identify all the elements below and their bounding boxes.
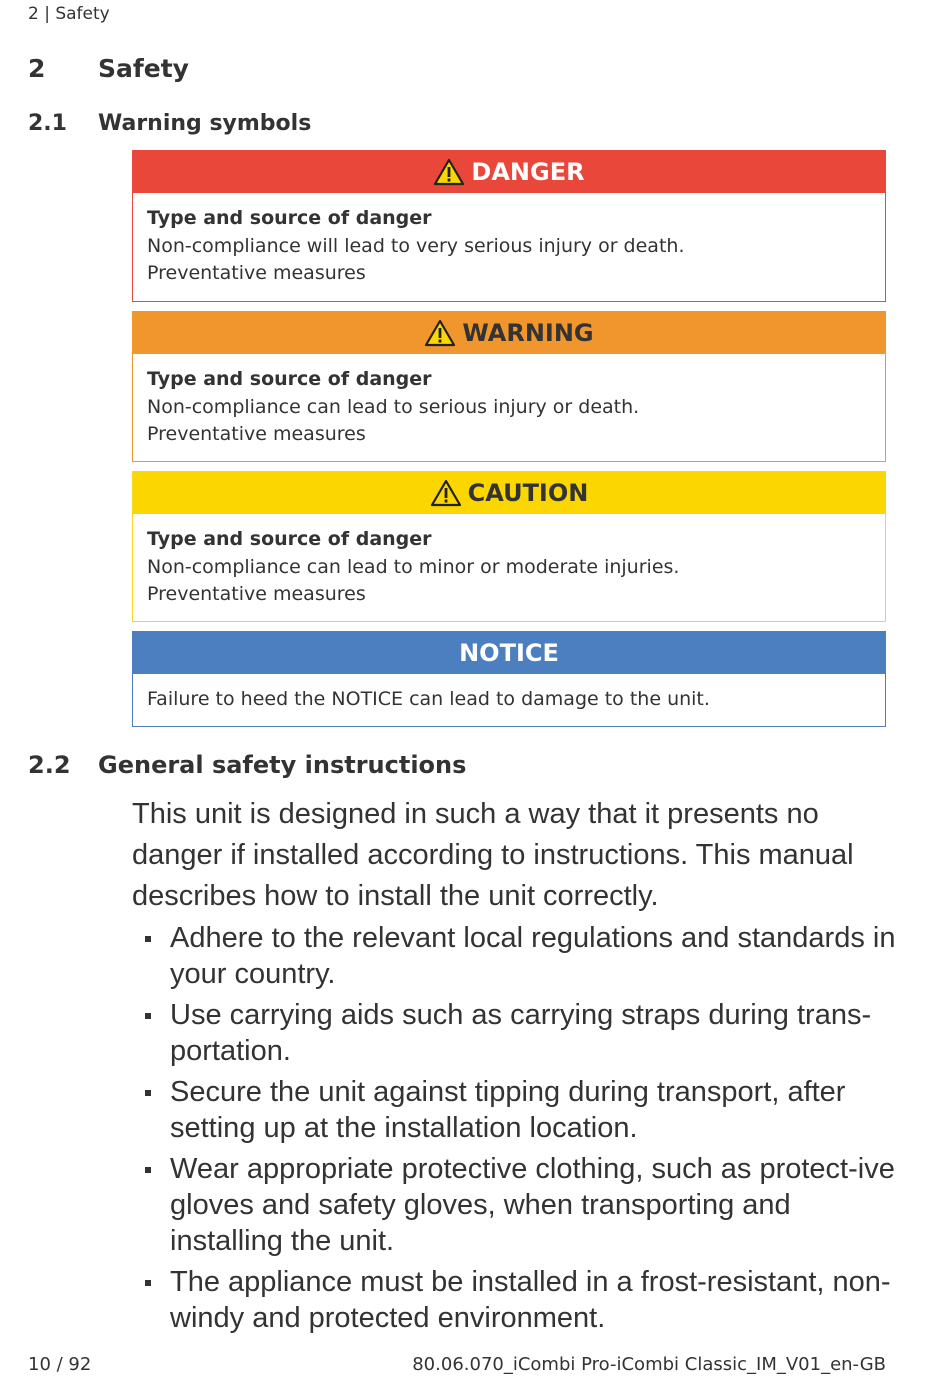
- notice-label: NOTICE: [459, 639, 559, 667]
- warning-triangle-icon: [430, 479, 462, 507]
- list-item: Secure the unit against tipping during transport, after setting up at the installation location.: [132, 1074, 902, 1146]
- notice-body: [133, 674, 885, 726]
- list-item: Adhere to the relevant local regulations and standards in your country.: [132, 920, 902, 992]
- caution-signal-bar: [133, 472, 885, 514]
- document-id: 80.06.070_iCombi Pro-iCombi Classic_IM_V01_en-GB: [412, 1354, 886, 1375]
- warning-line-1: Type and source of danger: [147, 368, 432, 390]
- warning-body: [133, 354, 885, 461]
- danger-line-1: Type and source of danger: [147, 207, 432, 229]
- danger-label: DANGER: [471, 158, 585, 186]
- notice-sign: [132, 631, 886, 727]
- section-title: Safety: [98, 54, 189, 83]
- section-number: 2: [28, 54, 46, 83]
- bullet-icon: [145, 936, 151, 942]
- danger-sign: [132, 150, 886, 302]
- subsection-heading-warning-symbols: [28, 111, 311, 136]
- bullet-icon: [145, 1167, 151, 1173]
- warning-line-3: Preventative measures: [147, 423, 366, 445]
- danger-line-2: Non-compliance will lead to very serious injury or death.: [147, 234, 685, 257]
- warning-triangle-icon: [424, 319, 456, 347]
- caution-line-2: Non-compliance can lead to minor or moderate injuries.: [147, 555, 680, 578]
- notice-line-1: Failure to heed the NOTICE can lead to damage to the unit.: [147, 688, 710, 710]
- running-header: 2 | Safety: [28, 4, 110, 24]
- section-heading: [28, 54, 189, 83]
- bullet-icon: [145, 1280, 151, 1286]
- danger-body: [133, 193, 885, 300]
- subsection-title: Warning symbols: [98, 111, 312, 136]
- caution-body: [133, 514, 885, 621]
- danger-line-3: Preventative measures: [147, 262, 366, 284]
- warning-triangle-icon: [433, 158, 465, 186]
- page-number: 10 / 92: [28, 1354, 92, 1375]
- intro-paragraph: This unit is designed in such a way that it presents no danger if installed according to instructions. This manual describes how to install the unit correctly.: [132, 798, 854, 912]
- subsection-number: 2.1: [28, 111, 67, 136]
- warning-label: WARNING: [462, 319, 594, 347]
- subsection-heading-general-safety: [28, 751, 466, 779]
- list-item: Wear appropriate protective clothing, such as protect-ive gloves and safety gloves, when transporting and installing the unit.: [132, 1151, 902, 1259]
- safety-instructions-list: [132, 920, 902, 1341]
- caution-sign: [132, 471, 886, 622]
- warning-signal-bar: [133, 312, 885, 354]
- caution-line-3: Preventative measures: [147, 583, 366, 605]
- warning-line-2: Non-compliance can lead to serious injury or death.: [147, 395, 640, 418]
- notice-signal-bar: [133, 632, 885, 674]
- list-item: The appliance must be installed in a frost-resistant, non-windy and protected environment.: [132, 1264, 902, 1336]
- danger-signal-bar: [133, 151, 885, 193]
- bullet-icon: [145, 1090, 151, 1096]
- list-item: Use carrying aids such as carrying straps during trans-portation.: [132, 997, 902, 1069]
- bullet-icon: [145, 1013, 151, 1019]
- subsection-number: 2.2: [28, 751, 71, 779]
- caution-label: CAUTION: [467, 479, 589, 507]
- caution-line-1: Type and source of danger: [147, 528, 432, 550]
- warning-sign: [132, 311, 886, 462]
- subsection-title: General safety instructions: [98, 751, 467, 779]
